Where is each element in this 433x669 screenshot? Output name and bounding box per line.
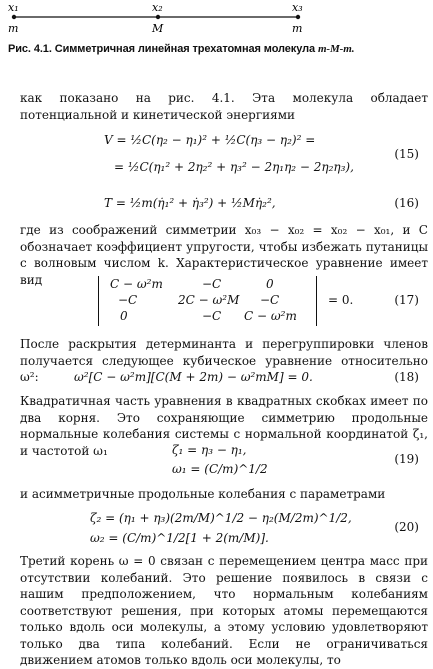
paragraph-3: После раскрытия детерминанта и перегруппировки членов получается следующее кубическое уравнение относительно ω²: <box>20 337 428 384</box>
paragraph-6: Третий корень ω = 0 связан с перемещением центра масс при отсутствии колебаний. Это решение появилось в связи с нашим предположением, что нормальным колебаниям соответствуют решения, при которых атомы перемещаются только вдоль оси молекулы, а этому условию удовлетворяют только два типа колебаний. Если не ограничиваться движением атомов только вдоль оси молекулы, то <box>20 554 428 667</box>
eq16-line: T = ½m(η̇₁² + η̇₃²) + ½Mη̇₂², <box>104 196 276 210</box>
eq19-line1: ζ₁ = η₃ − η₁, <box>172 443 247 457</box>
det-bar-left <box>98 276 99 326</box>
atom-3-mass: m <box>292 22 303 35</box>
det-bar-right <box>316 276 317 326</box>
eq20-line2: ω₂ = (C/m)^1/2[1 + 2(m/M)]. <box>90 531 269 545</box>
det-r2c1: −C <box>118 293 138 307</box>
det-r2c2: 2C − ω²M <box>178 293 240 307</box>
caption-italic: m-M-m. <box>317 43 355 55</box>
eq20-number: (20) <box>394 520 419 534</box>
figure-caption <box>8 43 428 55</box>
paragraph-2: где из соображений симметрии x₀₃ − x₀₂ = x₀₂ − x₀₁, и C обозначает коэффициент упругости, чтобы избежать путаницы с волновым числом k. Характеристическое уравнение имеет вид <box>20 223 428 287</box>
paragraph-4: Квадратичная часть уравнения в квадратных скобках имеет по два корня. Это сохраняющие симметрию продольные нормальные колебания системы с нормальной координатой ζ₁, и частотой ω₁ <box>20 394 428 458</box>
atom-3-coord: x₃ <box>292 1 303 14</box>
eq16-number: (16) <box>394 196 419 210</box>
atom-1-coord: x₁ <box>8 1 19 14</box>
molecule-figure <box>0 0 433 42</box>
atom-2-mass: M <box>152 22 164 35</box>
caption-text: Симметричная линейная трехатомная молекула <box>54 43 315 55</box>
det-r1c1: C − ω²m <box>110 277 163 291</box>
det-r3c3: C − ω²m <box>244 309 297 323</box>
determinant <box>98 276 322 326</box>
paragraph-1: как показано на рис. 4.1. Эта молекула обладает потенциальной и кинетической энергиями <box>20 91 428 122</box>
eq15-line2: = ½C(η₁² + 2η₂² + η₃² − 2η₁η₂ − 2η₂η₃), <box>114 160 354 174</box>
caption-prefix: Рис. 4.1. <box>8 43 52 55</box>
det-r1c3: 0 <box>266 277 274 291</box>
atom-3-dot <box>296 15 300 19</box>
eq17-rhs: = 0. <box>328 293 354 307</box>
eq17-number: (17) <box>394 293 419 307</box>
paragraph-5: и асимметричные продольные колебания с параметрами <box>20 487 386 501</box>
atom-2-dot <box>156 15 160 19</box>
eq18-line: ω²[C − ω²m][C(M + 2m) − ω²mM] = 0. <box>74 370 313 384</box>
eq20-line1: ζ₂ = (η₁ + η₃)(2m/M)^1/2 − η₂(M/2m)^1/2, <box>90 511 352 525</box>
eq18-number: (18) <box>394 370 419 384</box>
atom-2-coord: x₂ <box>152 1 163 14</box>
atom-1-dot <box>12 15 16 19</box>
eq19-number: (19) <box>394 452 419 466</box>
det-r3c2: −C <box>202 309 222 323</box>
eq15-line1: V = ½C(η₂ − η₁)² + ½C(η₃ − η₂)² = <box>104 133 316 147</box>
eq15-number: (15) <box>394 147 419 161</box>
eq19-line2: ω₁ = (C/m)^1/2 <box>172 462 268 476</box>
det-r2c3: −C <box>260 293 280 307</box>
det-r1c2: −C <box>202 277 222 291</box>
det-r3c1: 0 <box>120 309 128 323</box>
atom-1-mass: m <box>8 22 19 35</box>
